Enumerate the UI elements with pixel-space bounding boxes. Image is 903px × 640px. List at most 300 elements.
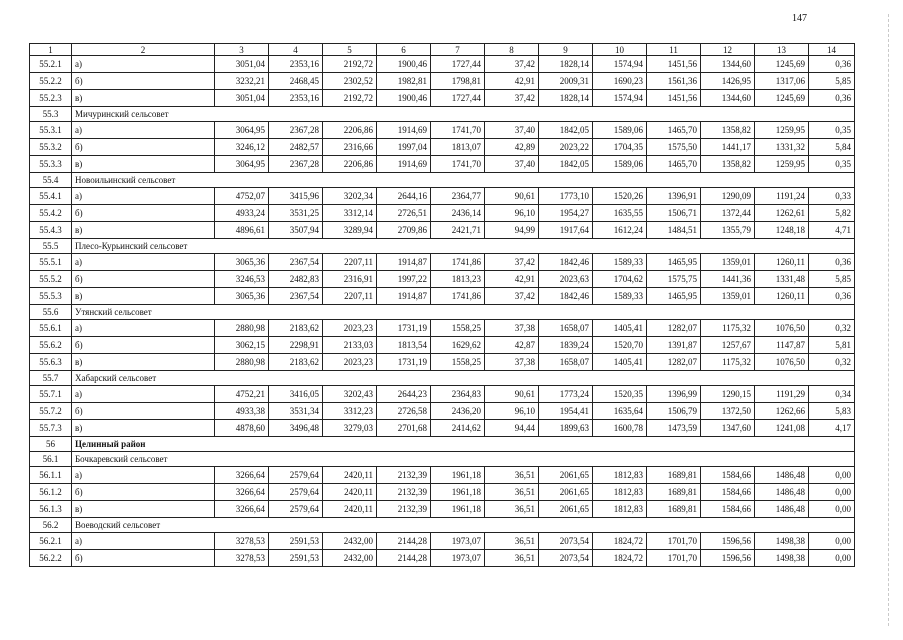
row-value: 2579,64 <box>269 484 323 501</box>
row-type: б) <box>72 484 215 501</box>
table-row <box>30 484 855 501</box>
row-value: 1331,48 <box>755 271 809 288</box>
row-value: 1405,41 <box>593 320 647 337</box>
column-header: 9 <box>539 44 593 56</box>
row-value: 37,38 <box>485 354 539 371</box>
column-header: 1 <box>30 44 72 56</box>
row-value: 96,10 <box>485 403 539 420</box>
row-value: 2701,68 <box>377 420 431 437</box>
row-code: 55.4.3 <box>30 222 72 239</box>
row-value: 2367,28 <box>269 122 323 139</box>
row-type: б) <box>72 139 215 156</box>
row-value: 36,51 <box>485 484 539 501</box>
settlement-row <box>30 173 855 188</box>
row-value: 2192,72 <box>323 56 377 73</box>
row-value: 2132,39 <box>377 467 431 484</box>
header-row <box>30 44 855 56</box>
column-header: 2 <box>72 44 215 56</box>
table-row <box>30 205 855 222</box>
row-value: 1358,82 <box>701 156 755 173</box>
row-value: 4,17 <box>809 420 855 437</box>
row-code: 56.2.2 <box>30 550 72 567</box>
row-value: 3312,14 <box>323 205 377 222</box>
row-value: 2073,54 <box>539 550 593 567</box>
row-value: 2420,11 <box>323 501 377 518</box>
row-value: 1441,36 <box>701 271 755 288</box>
row-value: 1612,24 <box>593 222 647 239</box>
row-type: а) <box>72 188 215 205</box>
row-value: 5,85 <box>809 271 855 288</box>
column-header: 4 <box>269 44 323 56</box>
row-value: 37,42 <box>485 254 539 271</box>
row-value: 2132,39 <box>377 501 431 518</box>
column-header: 12 <box>701 44 755 56</box>
row-value: 90,61 <box>485 188 539 205</box>
table-row <box>30 156 855 173</box>
row-value: 3266,64 <box>215 501 269 518</box>
table-row <box>30 354 855 371</box>
row-code: 55.2.2 <box>30 73 72 90</box>
row-value: 1558,25 <box>431 354 485 371</box>
group-code: 55.3 <box>30 107 72 122</box>
table-row <box>30 337 855 354</box>
row-value: 1973,07 <box>431 533 485 550</box>
settlement-row <box>30 107 855 122</box>
row-value: 1589,33 <box>593 288 647 305</box>
row-type: а) <box>72 56 215 73</box>
row-value: 1690,23 <box>593 73 647 90</box>
row-value: 37,40 <box>485 122 539 139</box>
row-value: 1727,44 <box>431 56 485 73</box>
row-value: 3064,95 <box>215 122 269 139</box>
row-value: 1248,18 <box>755 222 809 239</box>
row-value: 1506,71 <box>647 205 701 222</box>
row-type: а) <box>72 122 215 139</box>
row-type: б) <box>72 550 215 567</box>
table-row <box>30 420 855 437</box>
row-value: 2061,65 <box>539 501 593 518</box>
row-value: 37,40 <box>485 156 539 173</box>
row-value: 1596,56 <box>701 533 755 550</box>
row-value: 42,91 <box>485 271 539 288</box>
row-value: 0,00 <box>809 484 855 501</box>
row-value: 1997,22 <box>377 271 431 288</box>
row-value: 1899,63 <box>539 420 593 437</box>
row-value: 1574,94 <box>593 90 647 107</box>
row-value: 1317,06 <box>755 73 809 90</box>
row-type: в) <box>72 354 215 371</box>
row-value: 1344,60 <box>701 90 755 107</box>
row-value: 3531,25 <box>269 205 323 222</box>
row-value: 1584,66 <box>701 484 755 501</box>
row-value: 5,84 <box>809 139 855 156</box>
row-value: 1812,83 <box>593 501 647 518</box>
settlement-row <box>30 518 855 533</box>
row-value: 1658,07 <box>539 354 593 371</box>
table-row <box>30 467 855 484</box>
row-code: 55.3.3 <box>30 156 72 173</box>
row-value: 4752,07 <box>215 188 269 205</box>
row-value: 1812,83 <box>593 467 647 484</box>
row-value: 2421,71 <box>431 222 485 239</box>
row-value: 1441,17 <box>701 139 755 156</box>
table-row <box>30 271 855 288</box>
row-value: 1701,70 <box>647 550 701 567</box>
row-value: 3232,21 <box>215 73 269 90</box>
row-value: 2436,14 <box>431 205 485 222</box>
row-value: 1451,56 <box>647 90 701 107</box>
row-value: 2302,52 <box>323 73 377 90</box>
row-value: 1982,81 <box>377 73 431 90</box>
row-value: 1076,50 <box>755 354 809 371</box>
row-value: 1486,48 <box>755 484 809 501</box>
row-type: а) <box>72 467 215 484</box>
settlement-row <box>30 305 855 320</box>
column-header: 7 <box>431 44 485 56</box>
row-value: 1260,11 <box>755 288 809 305</box>
row-value: 3507,94 <box>269 222 323 239</box>
row-value: 2353,16 <box>269 90 323 107</box>
row-value: 1731,19 <box>377 320 431 337</box>
row-value: 1245,69 <box>755 56 809 73</box>
row-value: 2367,28 <box>269 156 323 173</box>
row-value: 1954,41 <box>539 403 593 420</box>
row-value: 1813,23 <box>431 271 485 288</box>
row-value: 1347,60 <box>701 420 755 437</box>
settlement-row <box>30 239 855 254</box>
row-value: 2023,23 <box>323 320 377 337</box>
row-value: 1473,59 <box>647 420 701 437</box>
row-value: 42,87 <box>485 337 539 354</box>
row-code: 55.7.3 <box>30 420 72 437</box>
settlement-title: Мичуринский сельсовет <box>72 107 855 122</box>
row-type: в) <box>72 156 215 173</box>
row-value: 1741,70 <box>431 156 485 173</box>
row-value: 3065,36 <box>215 254 269 271</box>
row-value: 5,82 <box>809 205 855 222</box>
row-type: а) <box>72 533 215 550</box>
row-value: 1558,25 <box>431 320 485 337</box>
row-value: 1506,79 <box>647 403 701 420</box>
row-value: 1175,32 <box>701 320 755 337</box>
row-value: 1961,18 <box>431 501 485 518</box>
row-value: 2468,45 <box>269 73 323 90</box>
row-value: 1260,11 <box>755 254 809 271</box>
row-type: а) <box>72 320 215 337</box>
table-body <box>30 56 855 567</box>
row-code: 56.2.1 <box>30 533 72 550</box>
settlement-row <box>30 371 855 386</box>
row-type: в) <box>72 501 215 518</box>
row-value: 3416,05 <box>269 386 323 403</box>
row-value: 2364,83 <box>431 386 485 403</box>
row-value: 2726,51 <box>377 205 431 222</box>
row-value: 1973,07 <box>431 550 485 567</box>
group-code: 55.7 <box>30 371 72 386</box>
row-value: 3289,94 <box>323 222 377 239</box>
row-value: 1813,54 <box>377 337 431 354</box>
row-value: 1282,07 <box>647 320 701 337</box>
row-code: 55.7.2 <box>30 403 72 420</box>
row-value: 1629,62 <box>431 337 485 354</box>
row-value: 5,81 <box>809 337 855 354</box>
row-value: 1262,61 <box>755 205 809 222</box>
row-value: 1372,44 <box>701 205 755 222</box>
row-value: 3246,12 <box>215 139 269 156</box>
row-value: 1589,06 <box>593 122 647 139</box>
row-value: 1773,10 <box>539 188 593 205</box>
row-value: 2880,98 <box>215 320 269 337</box>
row-value: 1451,56 <box>647 56 701 73</box>
row-value: 2144,28 <box>377 533 431 550</box>
row-type: а) <box>72 254 215 271</box>
row-value: 2023,63 <box>539 271 593 288</box>
row-value: 4752,21 <box>215 386 269 403</box>
column-header: 10 <box>593 44 647 56</box>
row-value: 1257,67 <box>701 337 755 354</box>
row-value: 2420,11 <box>323 467 377 484</box>
row-value: 1465,95 <box>647 288 701 305</box>
row-value: 1426,95 <box>701 73 755 90</box>
row-value: 1812,83 <box>593 484 647 501</box>
row-code: 55.6.3 <box>30 354 72 371</box>
table-row <box>30 254 855 271</box>
row-type: б) <box>72 73 215 90</box>
row-value: 2482,57 <box>269 139 323 156</box>
row-value: 1575,75 <box>647 271 701 288</box>
row-value: 1731,19 <box>377 354 431 371</box>
row-value: 2367,54 <box>269 254 323 271</box>
row-value: 36,51 <box>485 467 539 484</box>
row-value: 2579,64 <box>269 467 323 484</box>
row-value: 1839,24 <box>539 337 593 354</box>
row-value: 1465,70 <box>647 122 701 139</box>
row-value: 36,51 <box>485 550 539 567</box>
column-header: 14 <box>809 44 855 56</box>
row-value: 1396,99 <box>647 386 701 403</box>
row-value: 3531,34 <box>269 403 323 420</box>
row-value: 3065,36 <box>215 288 269 305</box>
table-row <box>30 122 855 139</box>
row-value: 2061,65 <box>539 467 593 484</box>
row-code: 55.6.1 <box>30 320 72 337</box>
row-value: 1914,69 <box>377 156 431 173</box>
row-value: 0,36 <box>809 56 855 73</box>
row-value: 1997,04 <box>377 139 431 156</box>
settlement-title: Воеводский сельсовет <box>72 518 855 533</box>
row-value: 1575,50 <box>647 139 701 156</box>
row-code: 55.5.2 <box>30 271 72 288</box>
group-code: 55.4 <box>30 173 72 188</box>
row-value: 1914,87 <box>377 254 431 271</box>
row-value: 1961,18 <box>431 484 485 501</box>
row-value: 1396,91 <box>647 188 701 205</box>
row-value: 1727,44 <box>431 90 485 107</box>
row-value: 37,42 <box>485 288 539 305</box>
row-value: 1561,36 <box>647 73 701 90</box>
row-value: 1486,48 <box>755 467 809 484</box>
row-code: 55.5.1 <box>30 254 72 271</box>
row-value: 1574,94 <box>593 56 647 73</box>
row-type: б) <box>72 403 215 420</box>
row-value: 2207,11 <box>323 254 377 271</box>
row-value: 1147,87 <box>755 337 809 354</box>
table-row <box>30 533 855 550</box>
row-value: 2132,39 <box>377 484 431 501</box>
row-value: 2436,20 <box>431 403 485 420</box>
row-value: 3062,15 <box>215 337 269 354</box>
district-title: Целинный район <box>72 437 855 452</box>
row-value: 2192,72 <box>323 90 377 107</box>
row-value: 90,61 <box>485 386 539 403</box>
row-value: 1589,06 <box>593 156 647 173</box>
row-value: 2364,77 <box>431 188 485 205</box>
row-value: 5,83 <box>809 403 855 420</box>
row-value: 0,36 <box>809 90 855 107</box>
settlement-title: Плесо-Курьинский сельсовет <box>72 239 855 254</box>
row-value: 1520,70 <box>593 337 647 354</box>
row-value: 4896,61 <box>215 222 269 239</box>
row-value: 1824,72 <box>593 533 647 550</box>
row-value: 2432,00 <box>323 550 377 567</box>
row-value: 36,51 <box>485 501 539 518</box>
row-value: 94,99 <box>485 222 539 239</box>
row-value: 1954,27 <box>539 205 593 222</box>
row-code: 56.1.2 <box>30 484 72 501</box>
row-type: в) <box>72 222 215 239</box>
table-row <box>30 403 855 420</box>
row-value: 3051,04 <box>215 56 269 73</box>
row-value: 42,89 <box>485 139 539 156</box>
row-value: 1465,70 <box>647 156 701 173</box>
row-value: 1359,01 <box>701 254 755 271</box>
row-value: 0,32 <box>809 354 855 371</box>
row-value: 0,33 <box>809 188 855 205</box>
row-value: 1191,24 <box>755 188 809 205</box>
row-value: 1241,08 <box>755 420 809 437</box>
row-code: 55.2.3 <box>30 90 72 107</box>
row-value: 5,85 <box>809 73 855 90</box>
row-value: 2420,11 <box>323 484 377 501</box>
row-value: 1589,33 <box>593 254 647 271</box>
row-type: б) <box>72 337 215 354</box>
row-value: 2353,16 <box>269 56 323 73</box>
row-value: 1259,95 <box>755 156 809 173</box>
row-value: 3312,23 <box>323 403 377 420</box>
row-value: 2726,58 <box>377 403 431 420</box>
row-value: 1798,81 <box>431 73 485 90</box>
row-value: 0,00 <box>809 533 855 550</box>
row-value: 1245,69 <box>755 90 809 107</box>
row-value: 2133,03 <box>323 337 377 354</box>
row-value: 1596,56 <box>701 550 755 567</box>
row-value: 1961,18 <box>431 467 485 484</box>
row-value: 2206,86 <box>323 122 377 139</box>
row-value: 1259,95 <box>755 122 809 139</box>
row-value: 1689,81 <box>647 467 701 484</box>
row-code: 56.1.3 <box>30 501 72 518</box>
table-row <box>30 188 855 205</box>
column-header: 6 <box>377 44 431 56</box>
row-code: 55.6.2 <box>30 337 72 354</box>
row-value: 2009,31 <box>539 73 593 90</box>
row-value: 1842,46 <box>539 288 593 305</box>
row-value: 1076,50 <box>755 320 809 337</box>
row-value: 1355,79 <box>701 222 755 239</box>
row-code: 56.1.1 <box>30 467 72 484</box>
row-value: 1391,87 <box>647 337 701 354</box>
row-value: 0,35 <box>809 122 855 139</box>
table-row <box>30 386 855 403</box>
page-number: 147 <box>792 13 807 24</box>
row-value: 1520,35 <box>593 386 647 403</box>
margin-line <box>888 14 889 626</box>
row-code: 55.2.1 <box>30 56 72 73</box>
table-row <box>30 550 855 567</box>
row-value: 3064,95 <box>215 156 269 173</box>
row-value: 1372,50 <box>701 403 755 420</box>
row-value: 2579,64 <box>269 501 323 518</box>
row-value: 3202,43 <box>323 386 377 403</box>
row-value: 3278,53 <box>215 533 269 550</box>
table-row <box>30 320 855 337</box>
row-value: 1917,64 <box>539 222 593 239</box>
row-value: 3202,34 <box>323 188 377 205</box>
row-value: 1701,70 <box>647 533 701 550</box>
row-value: 1842,05 <box>539 156 593 173</box>
column-header: 13 <box>755 44 809 56</box>
row-value: 4933,24 <box>215 205 269 222</box>
row-value: 2482,83 <box>269 271 323 288</box>
row-value: 1773,24 <box>539 386 593 403</box>
row-value: 1914,87 <box>377 288 431 305</box>
row-value: 3266,64 <box>215 484 269 501</box>
row-value: 1358,82 <box>701 122 755 139</box>
table-row <box>30 288 855 305</box>
row-value: 3266,64 <box>215 467 269 484</box>
row-value: 1290,09 <box>701 188 755 205</box>
row-value: 1704,62 <box>593 271 647 288</box>
row-value: 1600,78 <box>593 420 647 437</box>
row-value: 37,42 <box>485 56 539 73</box>
row-value: 1704,35 <box>593 139 647 156</box>
row-type: а) <box>72 386 215 403</box>
settlement-title: Утянский сельсовет <box>72 305 855 320</box>
row-value: 1635,64 <box>593 403 647 420</box>
row-value: 1344,60 <box>701 56 755 73</box>
row-value: 3279,03 <box>323 420 377 437</box>
row-value: 1658,07 <box>539 320 593 337</box>
row-value: 3278,53 <box>215 550 269 567</box>
row-value: 2880,98 <box>215 354 269 371</box>
district-row <box>30 437 855 452</box>
row-value: 4,71 <box>809 222 855 239</box>
row-value: 1900,46 <box>377 90 431 107</box>
row-value: 4933,38 <box>215 403 269 420</box>
row-value: 2183,62 <box>269 320 323 337</box>
table-row <box>30 139 855 156</box>
tariff-table <box>29 43 855 567</box>
row-type: в) <box>72 288 215 305</box>
row-value: 0,36 <box>809 288 855 305</box>
row-value: 0,00 <box>809 501 855 518</box>
row-value: 2432,00 <box>323 533 377 550</box>
table-row <box>30 73 855 90</box>
row-value: 3415,96 <box>269 188 323 205</box>
row-value: 1828,14 <box>539 56 593 73</box>
row-value: 1741,70 <box>431 122 485 139</box>
row-code: 55.7.1 <box>30 386 72 403</box>
